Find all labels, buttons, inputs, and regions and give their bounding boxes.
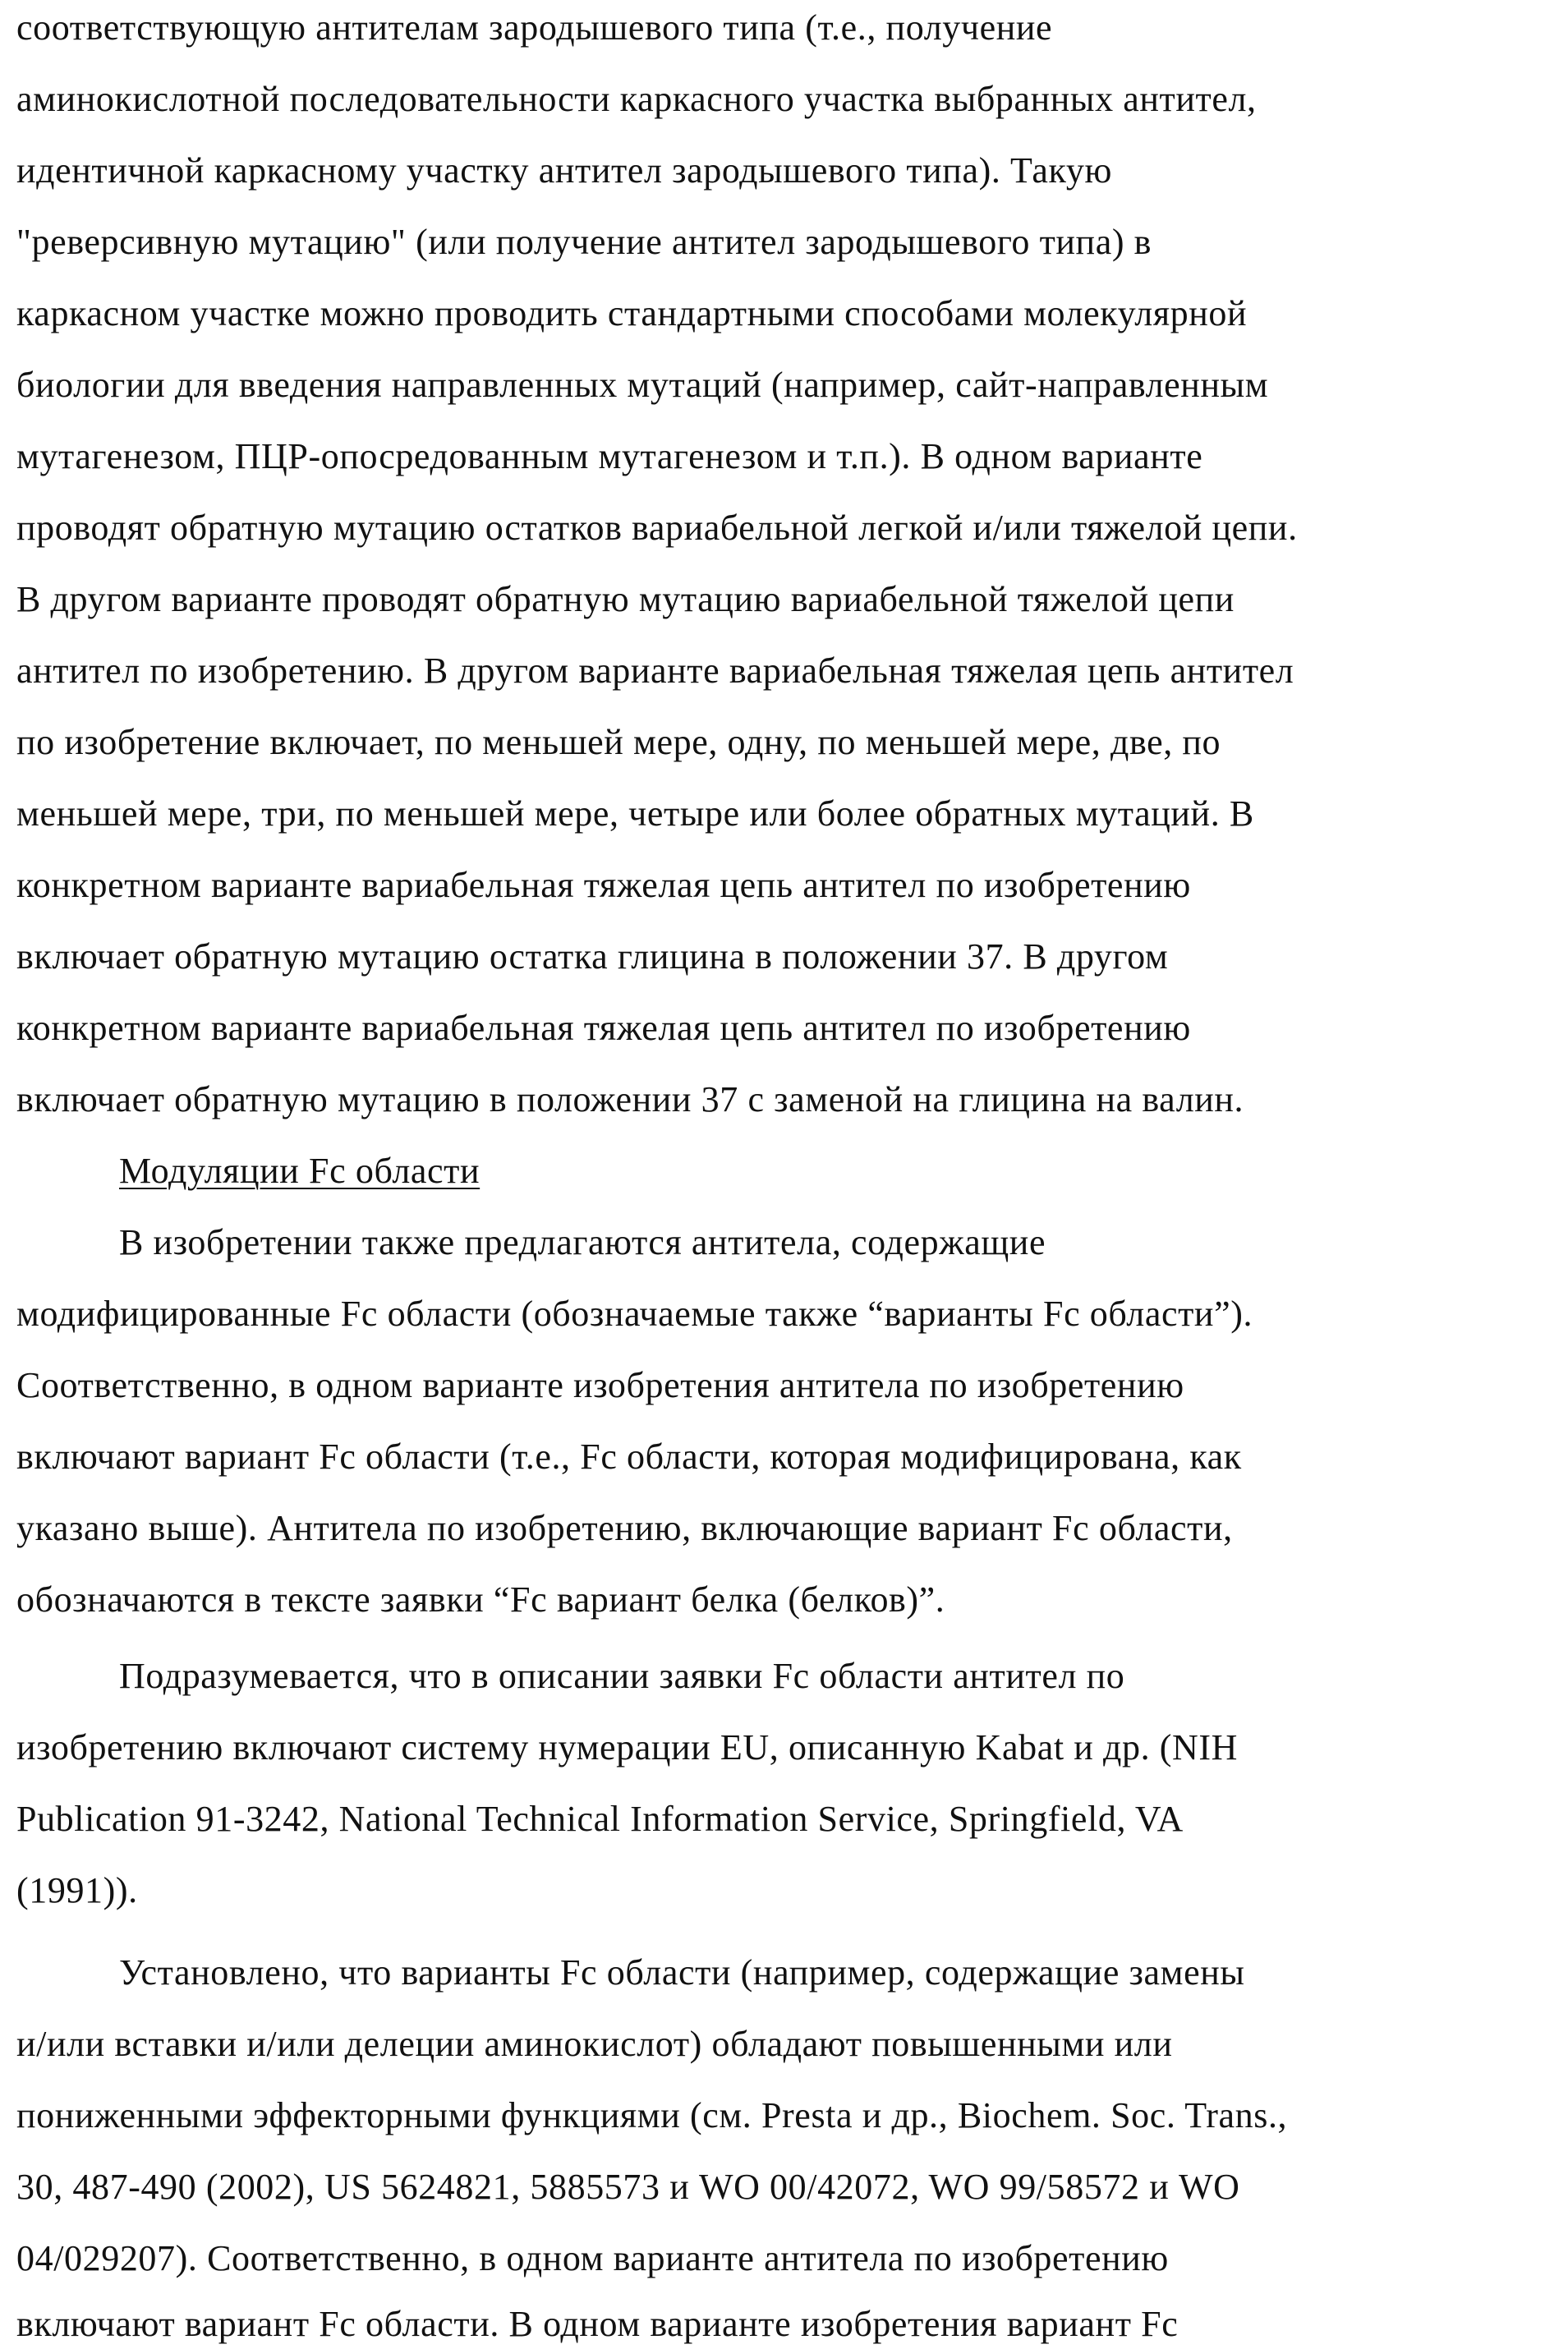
text-line: каркасном участке можно проводить стандартными способами молекулярной bbox=[16, 293, 1248, 333]
paragraph-line: включают вариант Fc области (т.е., Fc области, которая модифицирована, как bbox=[16, 1437, 1242, 1477]
text-line: антител по изобретению. В другом варианте вариабельная тяжелая цепь антител bbox=[16, 650, 1294, 691]
paragraph-line: указано выше). Антитела по изобретению, включающие вариант Fc области, bbox=[16, 1508, 1233, 1548]
paragraph-line: и/или вставки и/или делеции аминокислот) обладают повышенными или bbox=[16, 2024, 1173, 2064]
paragraph-line: включают вариант Fc области. В одном варианте изобретения вариант Fc bbox=[16, 2304, 1179, 2344]
paragraph-line: изобретению включают систему нумерации EU, описанную Kabat и др. (NIH bbox=[16, 1727, 1239, 1767]
text-line: включает обратную мутацию остатка глицина в положении 37. В другом bbox=[16, 936, 1169, 977]
text-line: соответствующую антителам зародышевого типа (т.е., получение bbox=[16, 7, 1053, 48]
paragraph-line: В изобретении также предлагаются антитела, содержащие bbox=[119, 1222, 1046, 1262]
paragraph-line: Установлено, что варианты Fc области (например, содержащие замены bbox=[119, 1952, 1245, 1993]
text-line: аминокислотной последовательности каркасного участка выбранных антител, bbox=[16, 79, 1257, 119]
paragraph-line: пониженными эффекторными функциями (см. Presta и др., Biochem. Soc. Trans., bbox=[16, 2095, 1288, 2135]
paragraph-line: Подразумевается, что в описании заявки Fc области антител по bbox=[119, 1656, 1125, 1696]
paragraph-line: (1991)). bbox=[16, 1870, 138, 1910]
paragraph-line: 04/029207). Соответственно, в одном варианте антитела по изобретению bbox=[16, 2238, 1169, 2278]
text-line: "реверсивную мутацию" (или получение антител зародышевого типа) в bbox=[16, 222, 1152, 262]
text-line: биологии для введения направленных мутаций (например, сайт-направленным bbox=[16, 365, 1269, 405]
paragraph-line: Publication 91-3242, National Technical Information Service, Springfield, VA bbox=[16, 1799, 1184, 1839]
text-line: по изобретение включает, по меньшей мере, одну, по меньшей мере, две, по bbox=[16, 722, 1221, 762]
paragraph-line: Соответственно, в одном варианте изобретения антитела по изобретению bbox=[16, 1365, 1184, 1405]
text-line: идентичной каркасному участку антител зародышевого типа). Такую bbox=[16, 150, 1112, 191]
paragraph-line: модифицированные Fc области (обозначаемые также “варианты Fc области”). bbox=[16, 1294, 1253, 1334]
paragraph-line: 30, 487-490 (2002), US 5624821, 5885573 и WO 00/42072, WO 99/58572 и WO bbox=[16, 2167, 1240, 2207]
text-line: конкретном варианте вариабельная тяжелая цепь антител по изобретению bbox=[16, 1008, 1191, 1048]
text-line: проводят обратную мутацию остатков вариабельной легкой и/или тяжелой цепи. bbox=[16, 508, 1298, 548]
text-line: конкретном варианте вариабельная тяжелая цепь антител по изобретению bbox=[16, 865, 1191, 905]
text-line: включает обратную мутацию в положении 37 с заменой на глицина на валин. bbox=[16, 1079, 1244, 1119]
section-heading: Модуляции Fc области bbox=[119, 1151, 481, 1191]
text-line: мутагенезом, ПЦР-опосредованным мутагенезом и т.п.). В одном варианте bbox=[16, 436, 1203, 476]
text-line: меньшей мере, три, по меньшей мере, четыре или более обратных мутаций. В bbox=[16, 793, 1254, 834]
paragraph-line: обозначаются в тексте заявки “Fc вариант белка (белков)”. bbox=[16, 1579, 945, 1620]
text-line: В другом варианте проводят обратную мутацию вариабельной тяжелой цепи bbox=[16, 579, 1235, 619]
